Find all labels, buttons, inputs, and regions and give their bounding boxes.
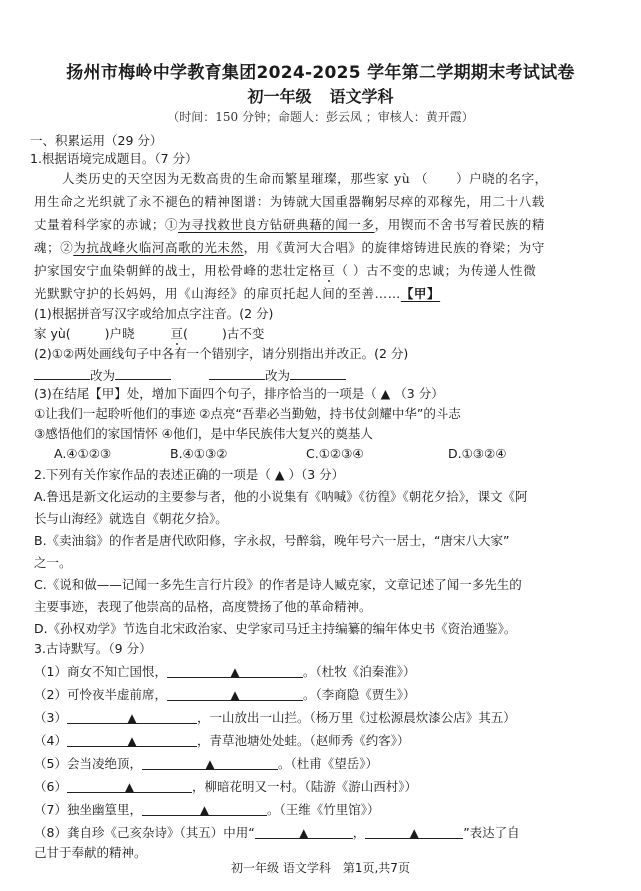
q2-option-b-line-1[interactable]: B.《卖油翁》的作者是唐代欧阳修，字永叔，号醉翁，晚年号六一居士，“唐宋八大家” [34, 533, 510, 548]
answer-blank[interactable] [365, 825, 463, 839]
passage-text: （ ）古不变的忠诚；为传递人性微 [335, 263, 537, 278]
poem-item-7 [34, 802, 379, 818]
answer-blank[interactable] [209, 366, 265, 380]
poem-text: 商女不知亡国恨， [66, 664, 167, 679]
q2-option-a-line-2[interactable]: 长与山海经》就选自《朝花夕拾》。 [34, 511, 228, 526]
subquestion-2-answers [34, 366, 346, 384]
poem-item-1 [34, 664, 415, 680]
triangle-marker-icon: ▲ [299, 826, 309, 840]
triangle-marker-icon: ▲ [124, 780, 135, 794]
answer-blank[interactable] [142, 802, 267, 816]
option-c[interactable]: C.①②③④ [306, 446, 364, 461]
item-number: （2） [34, 687, 67, 702]
underlined-sentence-2: 为抗战峰火临河高歌的光未然 [73, 240, 244, 255]
dotted-character: 亘 [170, 326, 184, 341]
poem-text: 可怜夜半虚前席， [66, 687, 167, 702]
answer-blank[interactable] [67, 779, 192, 793]
passage-text: 人类历史的天空因为无数高贵的生命而繁星璀璨，那些家 yù （ [62, 171, 429, 186]
passage-text: ，用锲而不舍书写着民族的精 [374, 217, 545, 232]
item-number: （8） [34, 825, 67, 840]
poem-source: ，柳暗花明又一村。（陆游《游山西村》） [191, 779, 417, 794]
passage-line-1 [62, 171, 548, 187]
exam-subtitle [0, 84, 641, 107]
option-b[interactable]: B.④①③② [170, 446, 228, 461]
triangle-marker-icon: ▲ [409, 826, 419, 840]
page-footer: 初一年级 语文学科 第1页,共7页 [231, 861, 410, 875]
poem-item-2 [34, 687, 415, 703]
poem-text: 独坐幽篁里， [66, 802, 142, 817]
answer-blank[interactable] [167, 664, 303, 678]
poem-text: ”表达了自 [463, 825, 520, 840]
answer-blank[interactable] [67, 733, 197, 747]
q2-option-c-line-2[interactable]: 主要事迹，表现了他崇高的品格，高度赞扬了他的革命精神。 [34, 599, 372, 614]
passage-text: 魂；② [34, 240, 74, 255]
poem-source: 。（王维《竹里馆》） [266, 802, 380, 817]
poem-text: 会当凌绝顶， [66, 756, 142, 771]
triangle-marker-icon: ▲ [205, 757, 215, 771]
answer-blank[interactable] [115, 366, 171, 380]
poem-comma: ， [352, 825, 366, 840]
triangle-marker-icon: ▲ [127, 734, 137, 748]
answer-blank[interactable] [255, 825, 353, 839]
option-a[interactable]: A.④①②③ [54, 446, 112, 461]
item-number: （4） [34, 733, 67, 748]
marker-jia: 【甲】 [400, 286, 441, 301]
triangle-marker-icon: ▲ [230, 688, 240, 702]
poem-item-3 [34, 710, 516, 726]
passage-text: 丈量着科学家的赤诚；① [34, 217, 179, 232]
triangle-marker-icon: ▲ [127, 711, 137, 725]
item-number: （7） [34, 802, 67, 817]
poem-source: ，青草池塘处处蛙。（赵师秀《约客》） [196, 733, 410, 748]
sentence-list-2: ③感悟他们的家国情怀 ④他们，是中华民族伟大复兴的奠基人 [34, 426, 373, 441]
answer-blank[interactable] [167, 687, 303, 701]
pinyin-prompt-end: )户晓 [104, 326, 135, 341]
item-number: （3） [34, 710, 67, 725]
q2-option-c-line-1[interactable]: C.《说和做——记闻一多先生言行片段》的作者是诗人臧克家，文章记述了闻一多先生的 [34, 577, 522, 592]
answer-blank[interactable] [34, 366, 90, 380]
question-3-stem: 3.古诗默写。（9 分） [34, 641, 152, 656]
passage-line-2: 用生命之光织就了永不褪色的精神图谱：为铸就大国重器鞠躬尽瘁的邓稼先，用二十八载 [34, 194, 545, 209]
poem-source: 。（杜甫《望岳》） [277, 756, 378, 771]
option-d[interactable]: D.①③②④ [448, 446, 507, 461]
passage-line-5 [34, 263, 536, 279]
passage-line-4 [34, 240, 545, 256]
answer-blank[interactable] [67, 710, 197, 724]
change-to-label: 改为 [90, 368, 116, 383]
poem-source: 。（李商隐《贾生》） [302, 687, 416, 702]
triangle-marker-icon: ▲ [199, 803, 210, 817]
passage-text: 护家国安宁血染朝鲜的战士，用松骨峰的悲壮定格 [34, 263, 323, 278]
poem-item-8 [34, 825, 520, 841]
paren-open: ( [183, 326, 188, 341]
answer-blank[interactable] [142, 756, 278, 770]
triangle-marker-icon: ▲ [230, 665, 240, 679]
passage-text: ，用《黄河大合唱》的旋律熔铸进民族的脊梁；为守 [243, 240, 545, 255]
char-prompt-end: )古不变 [221, 326, 265, 341]
poem-item-8-line-2: 己甘于奉献的精神。 [34, 845, 147, 860]
subquestion-2-stem: (2)①②两处画线句子中各有一个错别字，请分别指出并改正。(2 分) [34, 346, 409, 361]
section-heading: 一、积累运用（29 分） [30, 133, 163, 148]
subject-label: 语文学科 [329, 87, 394, 106]
subquestion-1-answers [34, 326, 264, 342]
question-2-stem: 2.下列有关作家作品的表述正确的一项是（ ▲ ）（3 分） [34, 467, 345, 482]
poem-item-6 [34, 779, 417, 795]
sentence-list-1: ①让我们一起聆听他们的事迹 ②点亮“吾辈必当勤勉，持书仗剑耀中华”的斗志 [34, 406, 461, 421]
poem-text: 龚自珍《己亥杂诗》（其五）中用“ [66, 825, 255, 840]
item-number: （6） [34, 779, 67, 794]
exam-title: 扬州市梅岭中学教育集团2024-2025 学年第二学期期末考试试卷 [66, 63, 575, 83]
change-to-label: 改为 [264, 368, 290, 383]
subquestion-3-stem: (3)在结尾【甲】处，增加下面四个句子，排序恰当的一项是（ ▲ （3 分） [34, 386, 444, 401]
passage-text: ）户晓的名字， [456, 171, 548, 186]
item-number: （5） [34, 756, 67, 771]
passage-line-3 [34, 217, 545, 233]
underlined-sentence-1: 为寻找救世良方钻研典藉的闻一多 [178, 217, 375, 232]
q2-option-a-line-1[interactable]: A.鲁迅是新文化运动的主要参与者，他的小说集有《呐喊》《彷徨》《朝花夕拾》，课文《阿 [34, 489, 528, 504]
poem-source: 。（杜牧《泊秦淮》） [302, 664, 416, 679]
poem-item-4 [34, 733, 409, 749]
dotted-character: 亘 [322, 263, 336, 278]
item-number: （1） [34, 664, 67, 679]
poem-source: ，一山放出一山拦。（杨万里《过松源晨炊漆公店》其五） [196, 710, 516, 725]
passage-text: 光默默守护的长妈妈，用《山海经》的扉页托起人间的至善…… [34, 286, 401, 301]
q2-option-d[interactable]: D.《孙权劝学》节选自北宋政治家、史学家司马迁主持编纂的编年体史书《资治通鉴》。 [34, 621, 517, 636]
grade-label: 初一年级 [247, 87, 312, 106]
poem-item-5 [34, 756, 378, 772]
passage-line-6 [34, 286, 440, 302]
question-1-stem: 1.根据语境完成题目。（7 分） [30, 151, 198, 166]
q2-option-b-line-2[interactable]: 之一。 [34, 555, 72, 570]
exam-meta: （时间：150 分钟；命题人：彭云凤 ；审核人：黄开霞） [167, 110, 474, 124]
pinyin-prompt: 家 yù( [34, 326, 71, 341]
answer-blank[interactable] [290, 366, 346, 380]
subquestion-1-stem: (1)根据拼音写汉字或给加点字注音。(2 分) [34, 306, 274, 321]
